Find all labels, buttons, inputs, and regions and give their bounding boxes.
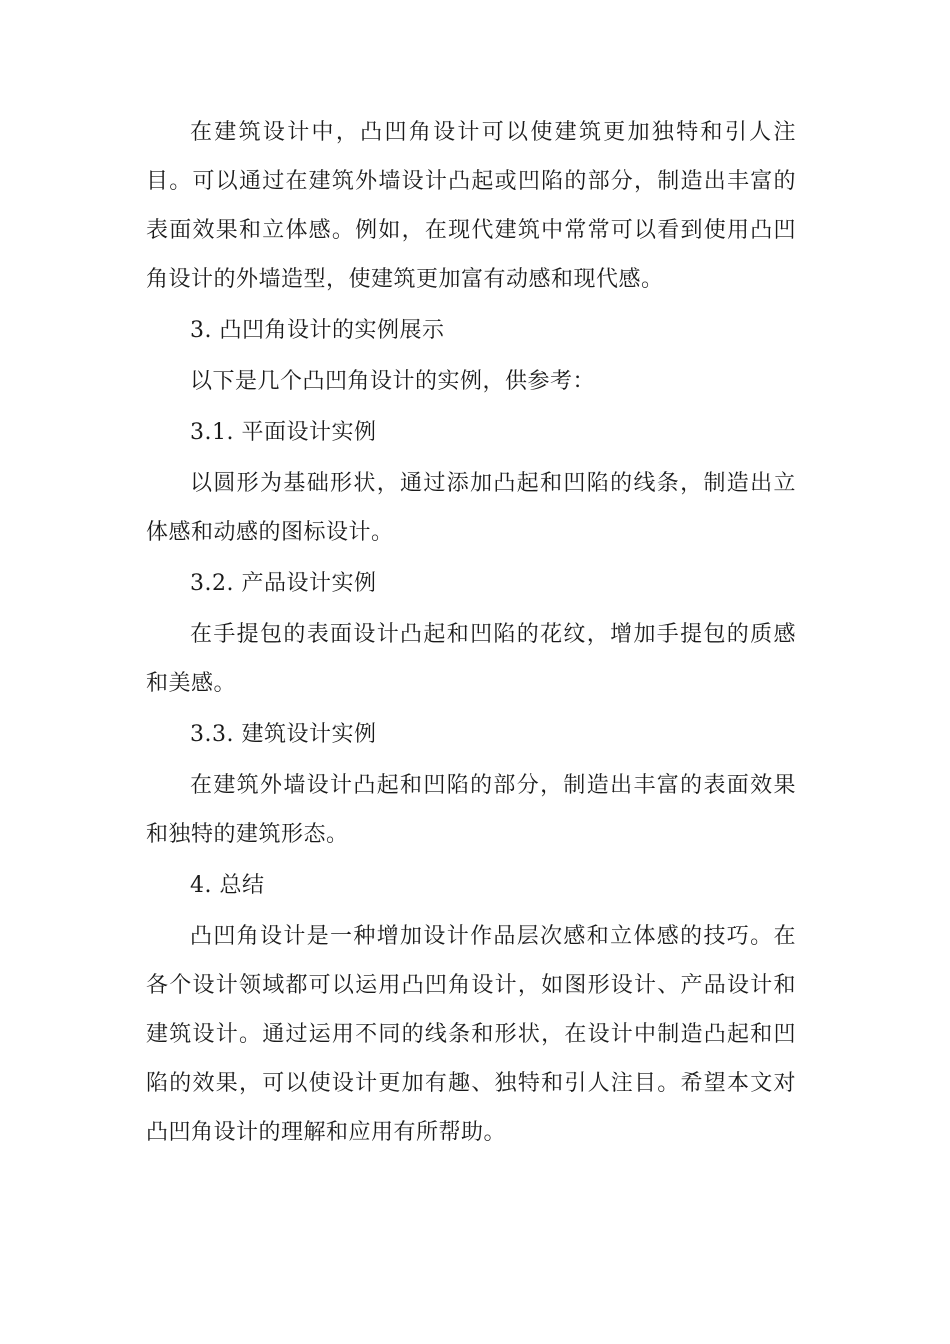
paragraph-architecture-example: 在建筑外墙设计凸起和凹陷的部分，制造出丰富的表面效果和独特的建筑形态。 [146, 773, 796, 847]
paragraph-graphic-example: 以圆形为基础形状，通过添加凸起和凹陷的线条，制造出立体感和动感的图标设计。 [146, 471, 796, 545]
paragraph-product-example: 在手提包的表面设计凸起和凹陷的花纹，增加手提包的质感和美感。 [146, 622, 796, 696]
heading-section-3-2: 3.2. 产品设计实例 [190, 571, 377, 596]
paragraph-examples-intro: 以下是几个凸凹角设计的实例，供参考： [190, 369, 596, 394]
paragraph-summary: 凸凹角设计是一种增加设计作品层次感和立体感的技巧。在各个设计领域都可以运用凸凹角设计，如图形设计、产品设计和建筑设计。通过运用不同的线条和形状，在设计中制造凸起和凹陷的效果，可以使设计更加有趣、独特和引人注目。希望本文对凸凹角设计的理解和应用有所帮助。 [146, 924, 796, 1145]
heading-section-4: 4. 总结 [190, 873, 265, 898]
document-page [146, 108, 796, 1159]
paragraph-architecture-intro: 在建筑设计中，凸凹角设计可以使建筑更加独特和引人注目。可以通过在建筑外墙设计凸起或凹陷的部分，制造出丰富的表面效果和立体感。例如，在现代建筑中常常可以看到使用凸凹角设计的外墙造型，使建筑更加富有动感和现代感。 [146, 120, 796, 292]
heading-section-3-3: 3.3. 建筑设计实例 [190, 722, 377, 747]
heading-section-3-1: 3.1. 平面设计实例 [190, 420, 377, 445]
heading-section-3: 3. 凸凹角设计的实例展示 [190, 318, 445, 343]
